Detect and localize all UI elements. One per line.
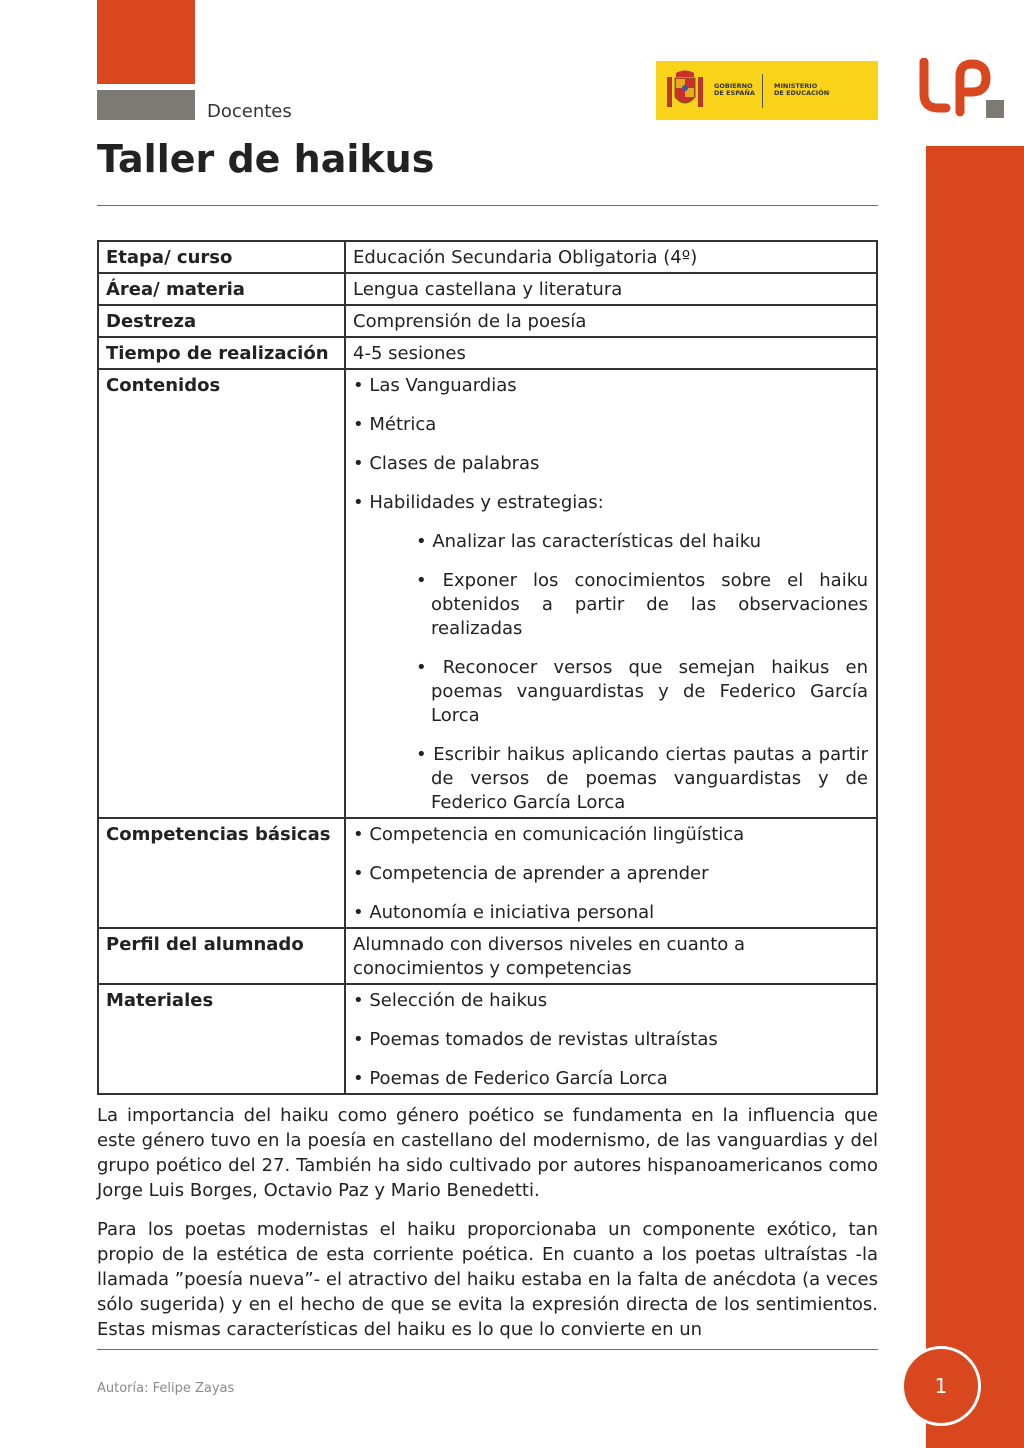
list-item: • Clases de palabras xyxy=(353,453,540,474)
gov-name xyxy=(714,83,755,97)
page-number: 1 xyxy=(901,1346,981,1426)
author-credit: Autoría: Felipe Zayas xyxy=(97,1381,235,1396)
table-row xyxy=(98,984,877,1094)
paragraph: Para los poetas modernistas el haiku proporcionaba un componente exótico, tan propio de la estética de esta corriente poética. En cuanto a los poetas ultraístas -la llamada ”poesía nueva”- el atractivo del haiku estaba en la falta de anécdota (a veces sólo sugerida) y en el hecho de que se evita la expresión directa de los sentimientos. Estas mismas características del haiku es lo que lo convierte en un xyxy=(97,1219,878,1340)
stage-label: Etapa/ curso xyxy=(98,241,345,273)
skill-label: Destreza xyxy=(98,305,345,337)
table-row xyxy=(98,241,877,273)
profile-value: Alumnado con diversos niveles en cuanto a conocimientos y competencias xyxy=(345,928,877,984)
profile-label: Perfil del alumnado xyxy=(98,928,345,984)
paragraph: La importancia del haiku como género poético se fundamenta en la influencia que este género tuvo en la poesía en castellano del modernismo, de las vanguardias y del grupo poético del 27. También ha sido cultivado por autores hispanoamericanos como Jorge Luis Borges, Octavio Paz y Mario Benedetti. xyxy=(97,1105,878,1201)
title-divider xyxy=(97,205,878,206)
gov-logo-separator xyxy=(762,74,763,108)
list-item: • Autonomía e iniciativa personal xyxy=(353,902,655,923)
time-label: Tiempo de realización xyxy=(98,337,345,369)
skill-value: Comprensión de la poesía xyxy=(345,305,877,337)
stage-value: Educación Secundaria Obligatoria (4º) xyxy=(345,241,877,273)
header-orange-block xyxy=(97,0,195,84)
strategy-item: • Exponer los conocimientos sobre el haiku obtenidos a partir de las observaciones realizadas xyxy=(416,570,868,639)
contents-value xyxy=(345,369,877,818)
area-label: Área/ materia xyxy=(98,273,345,305)
footer-divider xyxy=(97,1349,878,1350)
list-item: • Poemas tomados de revistas ultraístas xyxy=(353,1029,718,1050)
list-item: • Habilidades y estrategias: xyxy=(353,492,604,513)
ministry-line-2: DE EDUCACIÓN xyxy=(774,89,830,97)
contents-label: Contenidos xyxy=(98,369,345,818)
table-row xyxy=(98,818,877,928)
gov-line-1: GOBIERNO xyxy=(714,82,753,90)
header-gray-bar xyxy=(97,90,195,120)
government-logo xyxy=(656,61,878,120)
table-row xyxy=(98,928,877,984)
gov-line-2: DE ESPAÑA xyxy=(714,89,755,97)
ministry-line-1: MINISTERIO xyxy=(774,82,818,90)
list-item: • Las Vanguardias xyxy=(353,375,517,396)
materials-value xyxy=(345,984,877,1094)
strategy-item: • Escribir haikus aplicando ciertas pautas a partir de versos de poemas vanguardistas y de Federico García Lorca xyxy=(416,744,868,813)
ministry-name xyxy=(774,83,829,97)
table-row xyxy=(98,273,877,305)
time-value: 4-5 sesiones xyxy=(345,337,877,369)
section-label: Docentes xyxy=(207,101,292,122)
strategy-item: • Reconocer versos que semejan haikus en poemas vanguardistas y de Federico García Lorca xyxy=(416,657,868,726)
page-title: Taller de haikus xyxy=(97,137,435,181)
table-row xyxy=(98,305,877,337)
right-accent-bar xyxy=(926,146,1024,1448)
list-item: • Competencia de aprender a aprender xyxy=(353,863,709,884)
table-row xyxy=(98,337,877,369)
materials-label: Materiales xyxy=(98,984,345,1094)
list-item: • Competencia en comunicación lingüística xyxy=(353,824,745,845)
strategy-item: • Analizar las características del haiku xyxy=(416,531,762,552)
course-info-table xyxy=(97,240,878,1095)
area-value: Lengua castellana y literatura xyxy=(345,273,877,305)
list-item: • Métrica xyxy=(353,414,437,435)
coat-of-arms-icon xyxy=(666,69,704,113)
table-row xyxy=(98,369,877,818)
list-item: • Selección de haikus xyxy=(353,990,548,1011)
lp-logo-icon xyxy=(916,58,1008,120)
list-item: • Poemas de Federico García Lorca xyxy=(353,1068,668,1089)
competences-label: Competencias básicas xyxy=(98,818,345,928)
competences-value xyxy=(345,818,877,928)
body-text xyxy=(97,1103,878,1356)
